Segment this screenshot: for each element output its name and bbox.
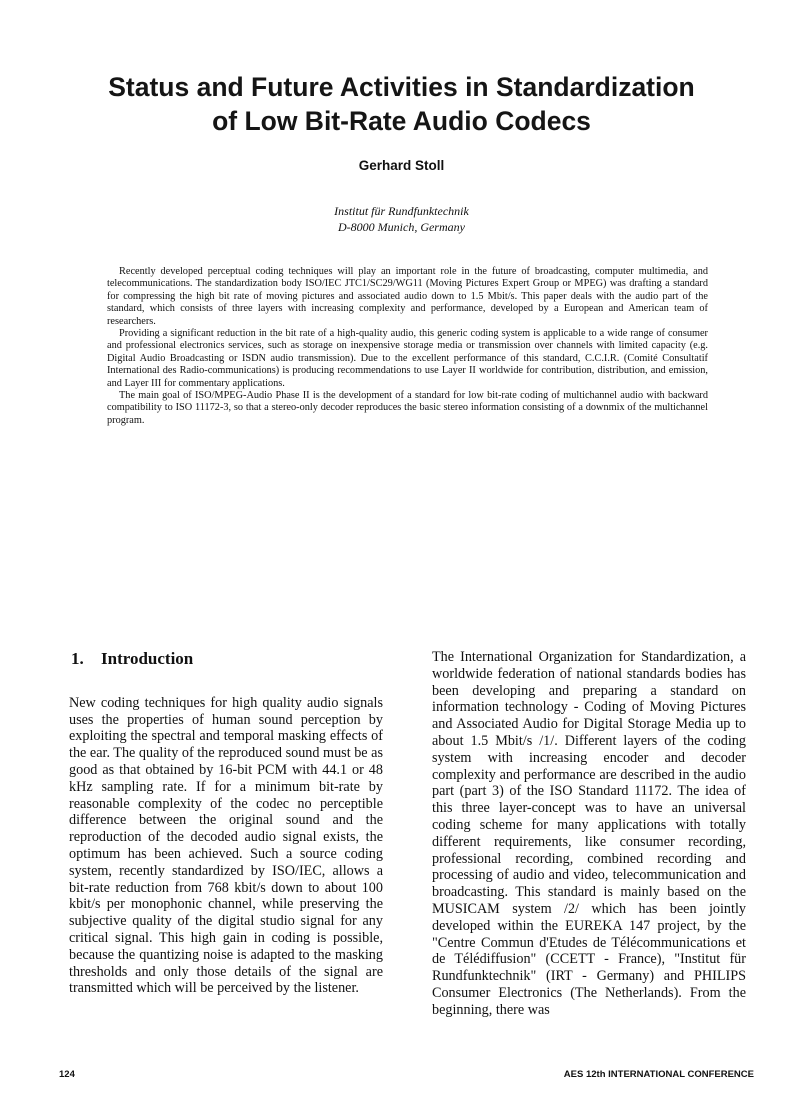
affiliation [0, 203, 803, 235]
affiliation-institute: Institut für Rundfunktechnik [334, 204, 469, 218]
conference-footer: AES 12th INTERNATIONAL CONFERENCE [563, 1069, 754, 1080]
abstract-paragraph: Providing a significant reduction in the bit rate of a high-quality audio, this generic coding system is applicable to a wide range of consumer and professional electronics services, such as storage on inexpensive storage media or transmission over channels with limited capacity (e.g. Digital Audio Broadcasting or ISDN audio transmission). Due to the excellent performance of this standard, C.C.I.R. (Comité Consultatif International des Radio-communications) is producing recommendations to use Layer II worldwide for contribution, distribution, and emission, and Layer III for commentary applications. [107, 328, 708, 389]
affiliation-address: D-8000 Munich, Germany [338, 220, 465, 234]
title-line-1: Status and Future Activities in Standardization [108, 72, 695, 102]
title-line-2: of Low Bit-Rate Audio Codecs [212, 106, 591, 136]
abstract-paragraph: Recently developed perceptual coding techniques will play an important role in the future of broadcasting, computer multimedia, and telecommunications. The standardization body ISO/IEC JTC1/SC29/WG11 (Moving Pictures Expert Group or MPEG) was drafting a standard for compressing the high bit rate of moving pictures and associated audio down to 1.5 Mbit/s. This paper deals with the audio part of the standard, which consists of three layers with increasing complexity and performance, developed by a European and American team of researchers. [107, 266, 708, 327]
right-column [432, 649, 746, 1019]
paper-title [40, 70, 763, 138]
abstract [107, 266, 708, 427]
page-number: 124 [59, 1069, 75, 1080]
body-paragraph: The International Organization for Standardization, a worldwide federation of national standards bodies has been developing and preparing a standard on information technology - Coding of Moving Pictures and Associated Audio for Digital Storage Media up to about 1.5 Mbit/s /1/. Different layers of the coding system with increasing encoder and decoder complexity and performance are described in the audio part (part 3) of the ISO Standard 11172. The idea of this three layer-concept was to have an universal coding scheme for many applications with totally different requirements, like consumer recording, professional recording, combined recording and processing of audio and video, telecommunication and broadcasting. This standard is mainly based on the MUSICAM system /2/ which has been jointly developed within the EUREKA 147 project, by the "Centre Commun d'Etudes de Télécommunications et de Télédiffusion" (CCETT - France), "Institut für Rundfunktechnik" (IRT - Germany) and PHILIPS Consumer Electronics (The Netherlands). From the beginning, there was [432, 649, 746, 1018]
left-column [69, 649, 383, 997]
section-heading [71, 651, 383, 668]
section-number: 1. [71, 649, 84, 668]
body-paragraph: New coding techniques for high quality audio signals uses the properties of human sound perception by exploiting the spectral and temporal masking effects of the ear. The quality of the reproduced sound must be as good as that obtained by 16-bit PCM with 44.1 or 48 kHz sampling rate. If for a minimum bit-rate by reasonable complexity of the codec no perceptible difference between the original sound and the reproduction of the decoded audio signal exists, the optimum has been achieved. Such a source coding system, recently standardized by ISO/IEC, allows a bit-rate reduction from 768 kbit/s down to about 100 kbit/s per monophonic channel, while preserving the subjective quality of the digital studio signal for any critical signal. This high gain in coding is possible, because the quantizing noise is adapted to the masking thresholds and only those details of the signal are transmitted which will be perceived by the listener. [69, 694, 383, 997]
author-name: Gerhard Stoll [358, 158, 445, 173]
section-title: Introduction [101, 649, 194, 668]
abstract-paragraph: The main goal of ISO/MPEG-Audio Phase II is the development of a standard for low bit-rate coding of multichannel audio with backward compatibility to ISO 11172-3, so that a stereo-only decoder reproduces the basic stereo information consisting of a downmix of the multichannel program. [107, 390, 708, 426]
